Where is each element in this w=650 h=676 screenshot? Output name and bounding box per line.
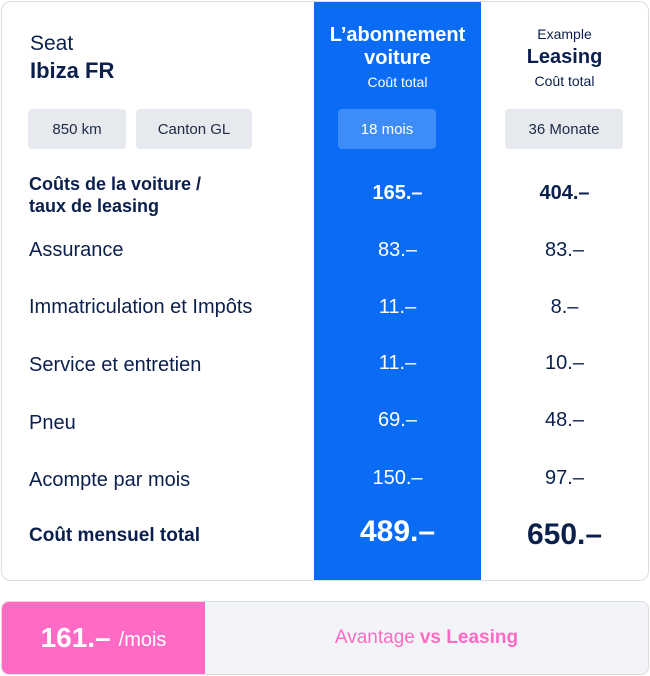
savings-banner [1, 601, 649, 675]
abo-title-line1: L’abonnement [329, 24, 466, 46]
row-insurance-label: Assurance [29, 239, 124, 261]
row-car-costs-abo: 165.– [372, 182, 423, 204]
row-registration-label: Immatriculation et Impôts [29, 296, 253, 318]
leasing-duration-chip[interactable]: 36 Monate [505, 109, 623, 149]
row-deposit-leasing: 97.– [545, 467, 584, 489]
abo-title-line2: voiture [364, 47, 431, 69]
comparison-card [1, 1, 649, 581]
car-model: Ibiza FR [30, 58, 115, 83]
row-car-costs-label-line2: taux de leasing [29, 196, 160, 216]
row-tyre-abo: 69.– [378, 409, 417, 431]
car-make: Seat [30, 32, 74, 55]
abo-column-header [314, 24, 481, 91]
row-tyre-leasing: 48.– [545, 409, 584, 431]
total-leasing: 650.– [526, 518, 603, 551]
total-label: Coût mensuel total [29, 525, 201, 546]
row-car-costs-label-line1: Coûts de la voiture / [29, 174, 202, 194]
km-chip[interactable]: 850 km [28, 109, 126, 149]
row-car-costs-leasing: 404.– [539, 182, 590, 204]
leasing-subtitle: Coût total [534, 73, 595, 89]
savings-text [205, 602, 648, 674]
row-registration-abo: 11.– [378, 296, 417, 318]
abo-duration-chip[interactable]: 18 mois [338, 109, 436, 149]
savings-period: /mois [118, 628, 167, 651]
row-service-label: Service et entretien [29, 354, 202, 376]
row-service-leasing: 10.– [545, 352, 584, 374]
savings-amount: 161.– [40, 622, 111, 653]
row-car-costs-label [29, 173, 201, 217]
row-registration-leasing: 8.– [550, 296, 579, 318]
savings-amount-box [2, 602, 205, 674]
leasing-example-label: Example [537, 26, 592, 42]
row-tyre-label: Pneu [29, 412, 76, 434]
abo-subtitle: Coût total [367, 74, 428, 90]
row-insurance-abo: 83.– [378, 239, 417, 261]
leasing-title: Leasing [526, 46, 603, 68]
savings-text-prefix: Avantage [334, 627, 415, 648]
canton-chip[interactable]: Canton GL [136, 109, 252, 149]
row-deposit-abo: 150.– [372, 467, 423, 489]
row-deposit-label: Acompte par mois [29, 469, 191, 491]
total-abo: 489.– [359, 515, 436, 548]
savings-text-bold: vs Leasing [419, 627, 519, 648]
row-insurance-leasing: 83.– [545, 239, 584, 261]
leasing-column-header [481, 24, 648, 90]
row-service-abo: 11.– [378, 352, 417, 374]
